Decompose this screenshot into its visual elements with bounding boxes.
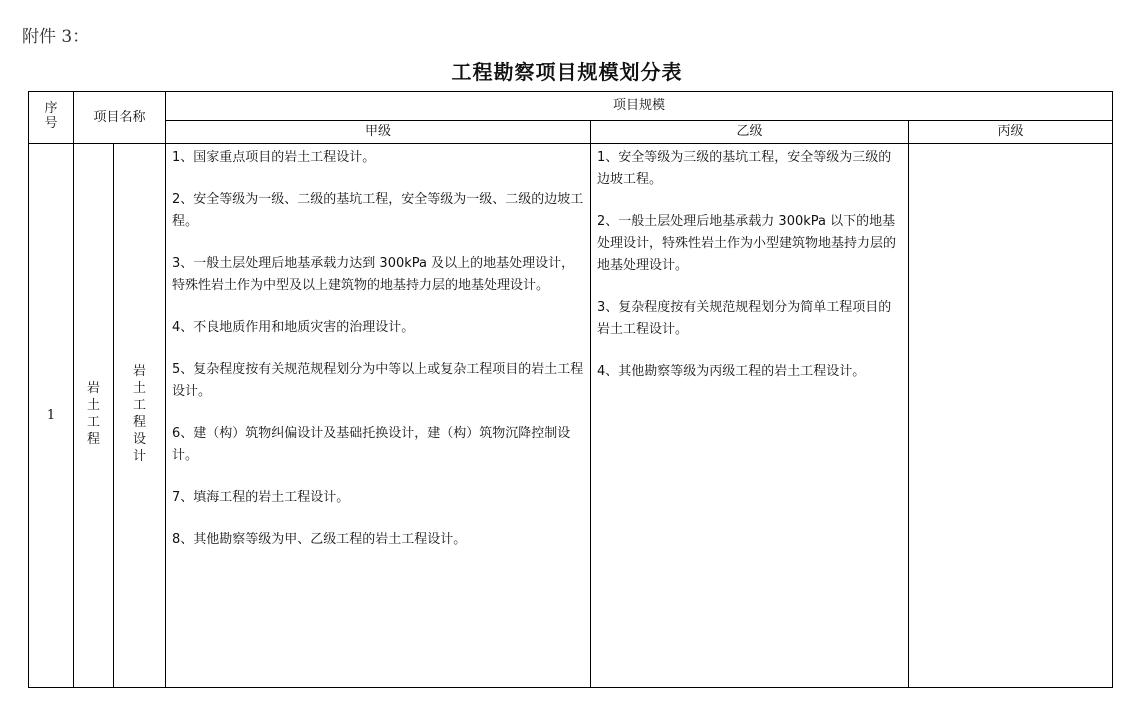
grade-a-item: 4、不良地质作用和地质灾害的治理设计。 [172,320,415,335]
grade-b-item: 3、复杂程度按有关规范规程划分为简单工程项目的岩土工程设计。 [597,300,892,337]
row-seq: 1 [29,144,74,688]
attachment-label: 附件 3： [22,27,90,47]
grade-a-cell [166,144,591,688]
row-subcategory: 岩土工程设计 [114,144,166,688]
grade-a-item: 6、建（构）筑物纠偏设计及基础托换设计，建（构）筑物沉降控制设计。 [172,426,571,463]
grade-b-item: 2、一般土层处理后地基承载力 300kPa 以下的地基处理设计，特殊性岩土作为小型建筑物地基持力层的地基处理设计。 [597,214,897,273]
grade-a-item: 5、复杂程度按有关规范规程划分为中等以上或复杂工程项目的岩土工程设计。 [172,362,584,399]
header-row-1 [29,92,1113,121]
header-grade-b: 乙级 [591,121,909,144]
grade-a-item: 8、其他勘察等级为甲、乙级工程的岩土工程设计。 [172,532,467,547]
document-title: 工程勘察项目规模划分表 [451,60,683,84]
grade-a-item: 3、一般土层处理后地基承载力达到 300kPa 及以上的地基处理设计，特殊性岩土作为中型及以上建筑物的地基持力层的地基处理设计。 [172,256,575,293]
grade-a-item: 7、填海工程的岩土工程设计。 [172,490,350,505]
header-project-scale: 项目规模 [166,92,1113,121]
grade-b-item: 4、其他勘察等级为丙级工程的岩土工程设计。 [597,364,866,379]
header-grade-c: 丙级 [909,121,1113,144]
header-project-name: 项目名称 [74,92,166,144]
grade-b-item: 1、安全等级为三级的基坑工程，安全等级为三级的边坡工程。 [597,150,892,187]
grade-a-item: 1、国家重点项目的岩土工程设计。 [172,150,376,165]
grade-a-item: 2、安全等级为一级、二级的基坑工程，安全等级为一级、二级的边坡工程。 [172,192,584,229]
scale-classification-table [28,91,1113,688]
grade-b-cell [591,144,909,688]
header-seq: 序号 [29,92,74,144]
table-row [29,144,1113,688]
header-row-2 [29,121,1113,144]
grade-c-cell [909,144,1113,688]
row-category: 岩土工程 [74,144,114,688]
header-grade-a: 甲级 [166,121,591,144]
